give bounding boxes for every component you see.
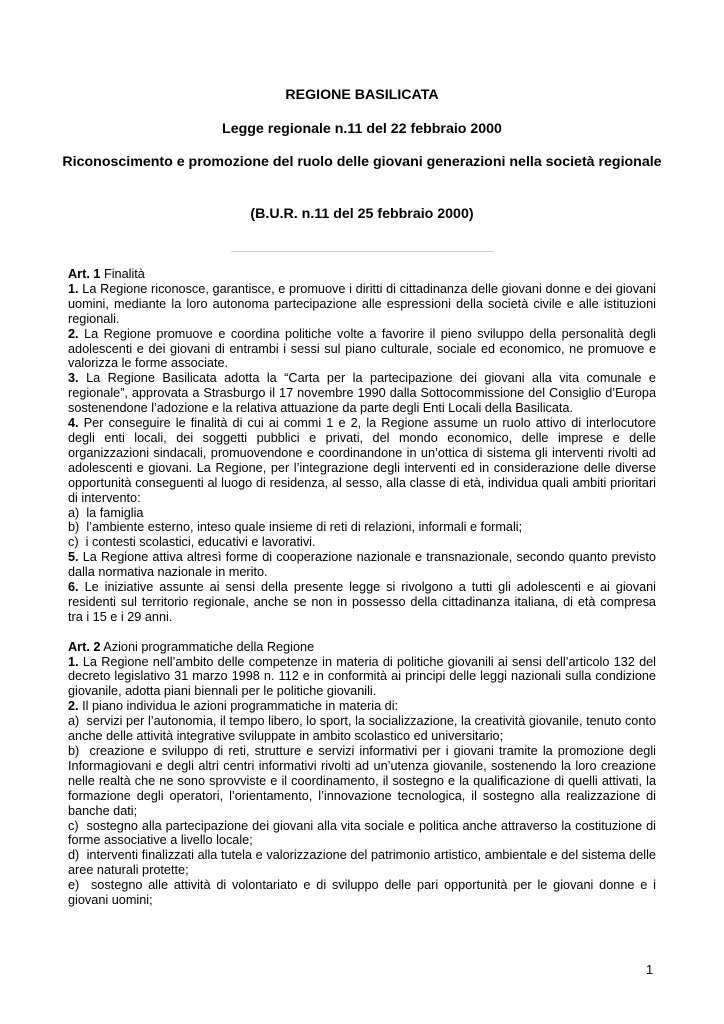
paragraph: 5. La Regione attiva altresì forme di cooperazione nazionale e transnazionale, secondo quanto previsto dalla normativa nazionale in merito. <box>68 550 656 580</box>
list-item: b) l’ambiente esterno, inteso quale insieme di reti di relazioni, informali e formali; <box>68 520 523 535</box>
list-item: c) sostegno alla partecipazione dei giovani alla vita sociale e politica anche attraverso la costituzione di forme associative a livello locale; <box>68 818 656 848</box>
paragraph: 6. Le iniziative assunte ai sensi della presente legge si rivolgono a tutti gli adolescenti e ai giovani residenti sul territorio regionale, anche se non in possesso della cittadinanza italiana, di età compresa tra i 15 e i 29 anni. <box>68 580 657 624</box>
list-item: a) la famiglia <box>68 505 144 520</box>
paragraph: 1. La Regione riconosce, garantisce, e promuove i diritti di cittadinanza delle giovani donne e dei giovani uomini, mediante la loro autonoma partecipazione alle espressioni della società civile e alle istituzioni regionali. <box>68 281 656 326</box>
article-title: Finalità <box>103 267 145 281</box>
region-heading: REGIONE BASILICATA <box>285 87 439 103</box>
document-body <box>68 267 656 908</box>
bur-reference: (B.U.R. n.11 del 25 febbraio 2000) <box>250 206 474 222</box>
paragraph: 2. La Regione promuove e coordina politiche volte a favorire il pieno sviluppo della personalità degli adolescenti e dei giovani di entrambi i sessi sul piano culturale, sociale ed economico, ne promuove e valorizza le forme associate. <box>68 326 656 371</box>
page-number: 1 <box>646 963 654 977</box>
article-2-heading <box>68 640 656 655</box>
separator-line <box>231 251 493 252</box>
article-number: Art. 2 <box>68 639 101 654</box>
paragraph: 4. Per conseguire le finalità di cui ai commi 1 e 2, la Regione assume un ruolo attivo di interlocutore degli enti locali, dei soggetti pubblici e privati, del mondo economico, delle imprese e delle organizzazioni sindacali, promuovendone e coordinandone in un’ottica di sistema gli interventi rivolti ad adolescenti e giovani. La Regione, per l’integrazione degli interventi ed in considerazione delle diverse opportunità conseguenti al luogo di residenza, al sesso, alla classe di età, individua quali ambiti prioritari di intervento: <box>68 416 656 505</box>
article-title: Azioni programmatiche della Regione <box>103 639 315 654</box>
list-item: c) i contesti scolastici, educativi e lavorativi. <box>68 535 316 550</box>
law-title: Legge regionale n.11 del 22 febbraio 2000 <box>222 121 502 137</box>
paragraph: 1. La Regione nell’ambito delle competenze in materia di politiche giovanili ai sensi dell’articolo 132 del decreto legislativo 31 marzo 1998 n. 112 e in conformità ai principi delle leggi nazionali sulla condizione giovanile, adotta piani biennali per le politiche giovanili. <box>68 654 656 699</box>
list-item: b) creazione e sviluppo di reti, strutture e servizi informativi per i giovani tramite la promozione degli Informagiovani e degli altri centri informativi rivolti ad un’utenza giovanile, sostenendo la loro creazione nelle realtà che ne sono sprovviste e il coordinamento, il sostegno e la qualificazione di quelli attivati, la formazione degli operatori, l’orientamento, l’innovazione tecnologica, il sostegno alla realizzazione di banche dati; <box>68 743 656 818</box>
law-subject: Riconoscimento e promozione del ruolo delle giovani generazioni nella società regionale <box>62 154 662 170</box>
list-item: e) sostegno alle attività di volontariato e di sviluppo delle pari opportunità per le giovani donne e i giovani uomini; <box>68 878 656 908</box>
list-item: d) interventi finalizzati alla tutela e valorizzazione del patrimonio artistico, ambientale e del sistema delle aree naturali protette; <box>68 848 656 878</box>
paragraph: 2. Il piano individua le azioni programmatiche in materia di: <box>68 699 399 714</box>
list-item: a) servizi per l’autonomia, il tempo libero, lo sport, la socializzazione, la creatività giovanile, tenuto conto anche delle attività integrative sviluppate in ambito scolastico ed universitario; <box>68 714 656 744</box>
article-number: Art. 1 <box>68 267 101 281</box>
paragraph: 3. La Regione Basilicata adotta la “Carta per la partecipazione dei giovani alla vita comunale e regionale”, approvata a Strasburgo il 17 novembre 1990 dalla Sottocommissione del Consiglio d’Europa sostenendone l’adozione e la relativa attuazione da parte degli Enti Locali della Basilicata. <box>68 371 656 416</box>
article-1-heading <box>68 267 656 282</box>
